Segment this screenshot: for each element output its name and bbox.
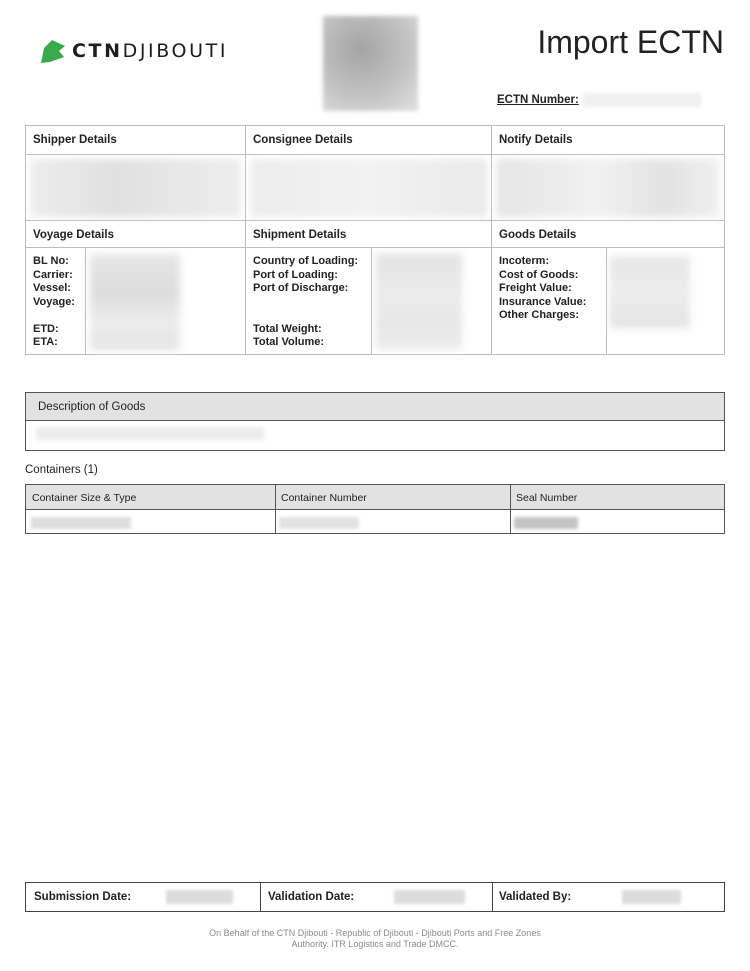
goods-values-redacted: [607, 248, 725, 355]
footer-note: On Behalf of the CTN Djibouti - Republic of Djibouti - Djibouti Ports and Free Zones Authority. ITR Logistics and Trade DMCC.: [209, 928, 541, 949]
eta-label: ETA:: [33, 336, 58, 348]
consignee-details-value: [246, 155, 492, 221]
consignee-details-header: Consignee Details: [246, 126, 492, 155]
validation-date-label: Validation Date:: [268, 891, 355, 903]
description-of-goods-header: Description of Goods: [26, 393, 724, 421]
shipper-details-value: [26, 155, 246, 221]
column-divider: [275, 485, 276, 533]
logo-wordmark: CTNDJIBOUTI: [72, 40, 229, 62]
voyage-labels: [26, 248, 86, 355]
spacer: [33, 309, 85, 323]
validated-by-label: Validated By:: [499, 891, 572, 903]
voyage-details-header: Voyage Details: [26, 221, 246, 248]
country-of-loading-label: Country of Loading:: [253, 255, 359, 267]
container-number-value-redacted: [279, 517, 359, 529]
cost-of-goods-label: Cost of Goods:: [499, 268, 579, 281]
other-charges-label: Other Charges:: [499, 309, 580, 321]
submission-date-value-redacted: [166, 890, 233, 904]
submission-date-label: Submission Date:: [34, 891, 132, 903]
description-of-goods-value-redacted: [36, 427, 264, 440]
page-title: Import ECTN: [537, 24, 724, 60]
column-divider: [510, 485, 511, 533]
details-grid: [25, 125, 725, 355]
shipper-details-header: Shipper Details: [26, 126, 246, 155]
container-size-type-header: Container Size & Type: [26, 485, 275, 510]
voyage-label: Voyage:: [33, 295, 75, 308]
goods-labels: [492, 248, 607, 355]
ectn-number-value-redacted: [583, 93, 701, 107]
validation-footer: [25, 882, 725, 912]
goods-details-header: Goods Details: [492, 221, 725, 248]
freight-value-label: Freight Value:: [499, 282, 572, 294]
seal-number-header: Seal Number: [510, 485, 724, 510]
logo-leaf-icon: [38, 36, 68, 66]
ctn-djibouti-logo: [38, 36, 228, 66]
container-size-type-value-redacted: [31, 517, 131, 529]
insurance-value-label: Insurance Value:: [499, 295, 587, 308]
spacer: [253, 296, 371, 323]
containers-table: [25, 484, 725, 534]
container-number-header: Container Number: [275, 485, 510, 510]
bl-no-label: BL No:: [33, 255, 69, 267]
footer-divider: [492, 883, 493, 911]
etd-label: ETD:: [33, 322, 59, 335]
shipment-values-redacted: [372, 248, 492, 355]
shipment-labels: [246, 248, 372, 355]
seal-number-value-redacted: [514, 517, 578, 529]
voyage-values-redacted: [86, 248, 246, 355]
port-of-discharge-label: Port of Discharge:: [253, 282, 349, 294]
description-of-goods-box: [25, 392, 725, 451]
port-of-loading-label: Port of Loading:: [253, 268, 338, 281]
containers-title: Containers (1): [25, 464, 98, 476]
total-weight-label: Total Weight:: [253, 322, 322, 335]
redacted-photo: [323, 16, 418, 111]
notify-details-value: [492, 155, 725, 221]
total-volume-label: Total Volume:: [253, 336, 325, 348]
notify-details-header: Notify Details: [492, 126, 725, 155]
carrier-label: Carrier:: [33, 268, 73, 281]
shipment-details-header: Shipment Details: [246, 221, 492, 248]
ectn-number-label: ECTN Number:: [497, 94, 579, 106]
validation-date-value-redacted: [394, 890, 465, 904]
incoterm-label: Incoterm:: [499, 255, 550, 267]
vessel-label: Vessel:: [33, 282, 71, 294]
validated-by-value-redacted: [622, 890, 681, 904]
footer-divider: [260, 883, 261, 911]
